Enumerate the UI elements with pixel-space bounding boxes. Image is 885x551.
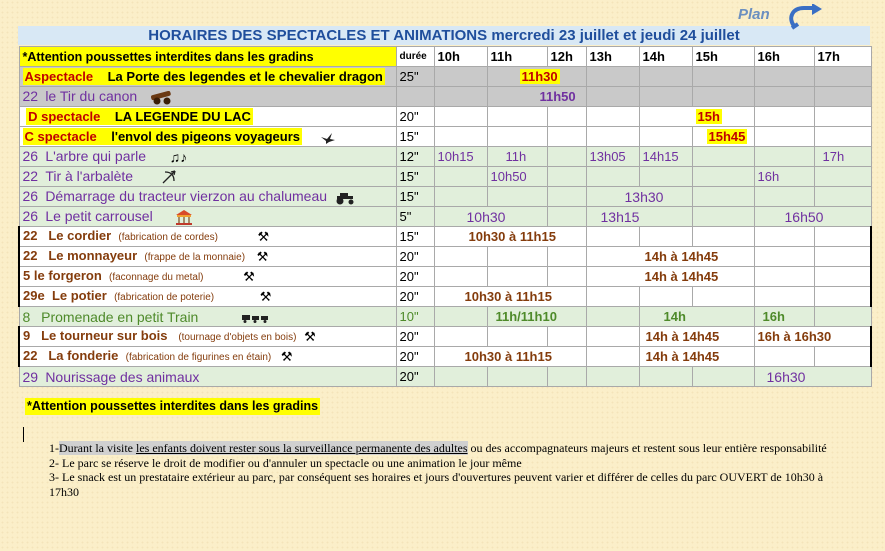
plan-arrow-icon[interactable] <box>786 4 824 34</box>
header-row <box>19 47 871 67</box>
time-cell: 11h/11h10 <box>487 307 586 327</box>
table-row <box>19 327 871 347</box>
table-row <box>19 127 871 147</box>
stroller-warning: *Attention poussettes interdites dans les gradins <box>19 47 396 67</box>
activity-label: 8 Promenade en petit Train <box>19 307 396 327</box>
activity-label: 22 Tir à l'arbalète <box>19 167 396 187</box>
hour-header: 12h <box>547 47 586 67</box>
table-row <box>19 287 871 307</box>
time-cell: 10h30 à 11h15 <box>434 347 586 367</box>
time-cell: 13h15 <box>586 207 692 227</box>
page-title: HORAIRES DES SPECTACLES ET ANIMATIONS mercredi 23 juillet et jeudi 24 juillet <box>18 26 870 45</box>
activity-label: 5 le forgeron (faconnage du metal) ⚒ <box>19 267 396 287</box>
table-row <box>19 167 871 187</box>
activity-label: 22 Le cordier (fabrication de cordes) ⚒ <box>19 227 396 247</box>
table-row <box>19 187 871 207</box>
duration-cell: 20" <box>396 287 434 307</box>
worker-icon: ⚒ <box>257 228 270 244</box>
duration-cell: 12" <box>396 147 434 167</box>
plan-link[interactable]: Plan <box>738 6 770 23</box>
time-cell: 14h à 14h45 <box>639 327 754 347</box>
table-row <box>19 307 871 327</box>
activity-label: Aspectacle La Porte des legendes et le chevalier dragon <box>19 67 396 87</box>
table-row <box>19 267 871 287</box>
worker-icon: ⚒ <box>280 348 293 364</box>
tractor-icon <box>334 191 356 205</box>
time-cell: 15h45 <box>692 127 754 147</box>
table-row <box>19 247 871 267</box>
table-row <box>19 227 871 247</box>
duration-header: durée <box>396 47 434 67</box>
time-cell: 16h <box>754 307 814 327</box>
duration-cell: 15" <box>396 127 434 147</box>
time-cell: 14h15 <box>639 147 692 167</box>
duration-cell: 25" <box>396 67 434 87</box>
duration-cell: 20" <box>396 247 434 267</box>
train-icon <box>242 313 270 323</box>
duration-cell: 15" <box>396 227 434 247</box>
schedule-table <box>18 46 872 387</box>
worker-icon: ⚒ <box>243 268 255 284</box>
activity-label: 26 L'arbre qui parle ♫♪ <box>19 147 396 167</box>
table-row <box>19 107 871 127</box>
text-cursor <box>23 427 24 442</box>
activity-label: C spectacle l'envol des pigeons voyageurs <box>19 127 396 147</box>
table-row <box>19 367 871 387</box>
activity-label: 29 Nourissage des animaux <box>19 367 396 387</box>
music-notes-icon: ♫♪ <box>169 149 188 166</box>
hour-header: 10h <box>434 47 487 67</box>
worker-icon: ⚒ <box>304 328 316 344</box>
activity-label: 22 Le monnayeur (frappe de la monnaie) ⚒ <box>19 247 396 267</box>
worker-icon: ⚒ <box>256 248 269 264</box>
table-row <box>19 347 871 367</box>
table-row <box>19 67 871 87</box>
duration-cell <box>396 87 434 107</box>
activity-label: 26 Le petit carrousel <box>19 207 396 227</box>
note-2: 2- Le parc se réserve le droit de modifier ou d'annuler un spectacle ou une animation le jour même <box>49 455 522 470</box>
stroller-warning-footer: *Attention poussettes interdites dans les gradins <box>27 399 319 413</box>
activity-label: 9 Le tourneur sur bois (tournage d'objets en bois) ⚒ <box>19 327 396 347</box>
activity-label: 22 le Tir du canon <box>19 87 396 107</box>
duration-cell: 10" <box>396 307 434 327</box>
time-cell: 14h à 14h45 <box>586 267 754 287</box>
time-cell: 10h30 à 11h15 <box>434 287 586 307</box>
table-row <box>19 147 871 167</box>
duration-cell: 15" <box>396 187 434 207</box>
duration-cell: 20" <box>396 267 434 287</box>
crossbow-icon <box>161 169 177 185</box>
time-cell: 16h <box>754 167 814 187</box>
hour-header: 15h <box>692 47 754 67</box>
duration-cell: 15" <box>396 167 434 187</box>
table-row <box>19 87 871 107</box>
activity-label: 22 La fonderie (fabrication de figurines en étain) ⚒ <box>19 347 396 367</box>
note-1: 1-Durant la visite les enfants doivent rester sous la surveillance permanente des adultes ou des accompagnateurs majeurs et restent sous leur entière responsabilité <box>49 441 827 455</box>
hour-header: 13h <box>586 47 639 67</box>
time-cell: 15h <box>639 107 754 127</box>
time-cell: 14h <box>639 307 754 327</box>
time-cell: 17h <box>814 147 871 167</box>
time-cell: 16h à 16h30 <box>754 327 871 347</box>
hour-header: 11h <box>487 47 547 67</box>
notes-block <box>49 441 839 499</box>
activity-label: D spectacle LA LEGENDE DU LAC <box>19 107 396 127</box>
time-cell: 13h30 <box>586 187 692 207</box>
time-cell: 16h30 <box>754 367 871 387</box>
duration-cell: 20" <box>396 327 434 347</box>
cannon-icon <box>147 91 177 105</box>
time-cell: 14h à 14h45 <box>586 247 754 267</box>
worker-icon: ⚒ <box>259 288 272 304</box>
time-cell: 10h50 <box>487 167 547 187</box>
hour-header: 14h <box>639 47 692 67</box>
hour-header: 16h <box>754 47 814 67</box>
time-cell: 14h à 14h45 <box>639 347 754 367</box>
hour-header: 17h <box>814 47 871 67</box>
duration-cell: 5" <box>396 207 434 227</box>
table-row <box>19 207 871 227</box>
duration-cell: 20" <box>396 367 434 387</box>
duration-cell: 20" <box>396 347 434 367</box>
bird-icon <box>320 132 336 144</box>
activity-label: 29e Le potier (fabrication de poterie) ⚒ <box>19 287 396 307</box>
time-cell: 10h15 <box>434 147 487 167</box>
time-cell: 11h30 <box>487 67 586 87</box>
time-cell: 10h30 <box>434 207 547 227</box>
time-cell: 10h30 à 11h15 <box>434 227 586 247</box>
time-cell: 11h <box>487 147 547 167</box>
time-cell: 16h50 <box>754 207 871 227</box>
carousel-icon <box>174 209 194 225</box>
activity-label: 26 Démarrage du tracteur vierzon au chalumeau <box>19 187 396 207</box>
time-cell: 13h05 <box>586 147 639 167</box>
duration-cell: 20" <box>396 107 434 127</box>
time-cell: 11h50 <box>487 87 586 107</box>
note-3: 3- Le snack est un prestataire extérieur au parc, par conséquent ses horaires et jours d'ouvertures peuvent varier et différer de celles du parc OUVERT de 10h30 à 17h30 <box>49 470 824 499</box>
